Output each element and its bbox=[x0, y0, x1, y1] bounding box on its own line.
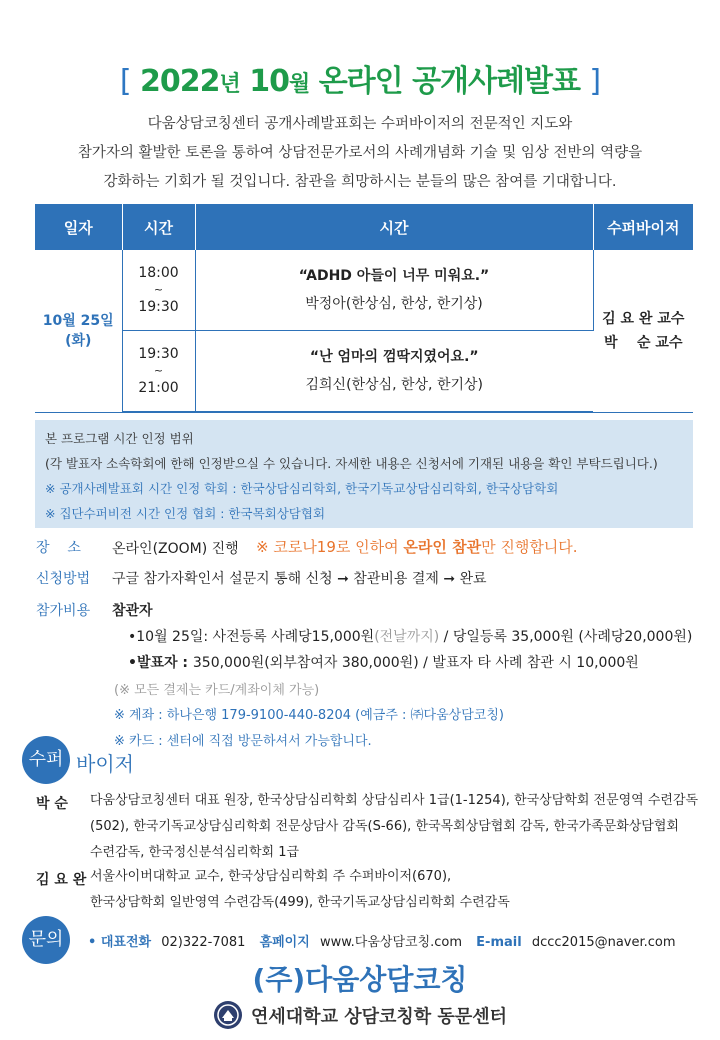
start-time: 19:30 bbox=[138, 345, 179, 362]
supervisor-cell bbox=[593, 250, 693, 412]
page-title bbox=[0, 56, 720, 100]
phone-label: • 대표전화 bbox=[88, 935, 152, 950]
supervisor-name: 박 순 교수 bbox=[604, 334, 683, 351]
note-line: ※ 공개사례발표회 시간 인정 학회 : 한국상담심리학회, 한국기독교상담심리학회, 한국상담학회 bbox=[45, 481, 559, 496]
university-seal-icon bbox=[213, 1000, 243, 1035]
fee-note: ※ 계좌 : 하나은행 179-9100-440-8204 (예금주 : ㈜다움상담코칭) bbox=[114, 708, 504, 723]
title-text: 온라인 공개사례발표 bbox=[309, 64, 580, 99]
bio-kim bbox=[90, 864, 710, 916]
session-presenter: 박정아(한상심, 한상, 한기상) bbox=[305, 295, 483, 312]
time-separator: ~ bbox=[153, 282, 164, 296]
note-line: (각 발표자 소속학회에 한해 인정받으실 수 있습니다. 자세한 내용은 신청서에 기재된 내용을 확인 부탁드립니다.) bbox=[45, 456, 658, 471]
col-header-supervisor: 수퍼바이저 bbox=[593, 204, 693, 250]
fee-text: / 당일등록 35,000원 (사례당20,000원) bbox=[439, 629, 693, 645]
fee-text: •10월 25일: 사전등록 사례당15,000원 bbox=[128, 629, 375, 645]
bio-park bbox=[90, 788, 710, 866]
session-cell bbox=[195, 330, 593, 412]
col-header-time: 시간 bbox=[122, 204, 195, 250]
time-separator: ~ bbox=[153, 363, 164, 377]
bio-line: 다움상담코칭센터 대표 원장, 한국상담심리학회 상담심리사 1급(1-1254), 한국상담학회 전문영역 수련감독 bbox=[90, 793, 699, 808]
apply-value: 구글 참가자확인서 설문지 통해 신청 ➞ 참관비용 결제 ➞ 완료 bbox=[112, 571, 487, 587]
weekday-line: (화) bbox=[65, 332, 92, 349]
fee-label: 참가비용 bbox=[36, 603, 91, 619]
title-bracket-open: [ bbox=[119, 64, 131, 99]
table-row bbox=[35, 250, 693, 330]
bio-line: (502), 한국기독교상담심리학회 전문상담사 감독(S-66), 한국목회상담협회 감독, 한국가족문화상담협회 bbox=[90, 819, 679, 834]
contact-circle: 문의 bbox=[22, 916, 70, 964]
fee-text-gray: (전날까지) bbox=[374, 629, 440, 645]
fee-text-bold: •발표자 : bbox=[128, 655, 193, 671]
date-cell bbox=[35, 250, 122, 412]
title-bracket-close: ] bbox=[589, 64, 601, 99]
place-notice-bold: 온라인 참관 bbox=[403, 538, 482, 556]
email-link[interactable]: dccc2015@naver.com bbox=[531, 935, 676, 950]
fee-line-2 bbox=[128, 652, 639, 672]
title-month-unit: 월 bbox=[288, 72, 310, 97]
fee-text: 350,000원(외부참여자 380,000원) / 발표자 타 사례 참관 시 10,000원 bbox=[192, 655, 639, 671]
time-cell bbox=[122, 250, 195, 330]
end-time: 21:00 bbox=[138, 379, 179, 396]
supervisor-section-circle: 수퍼 bbox=[22, 736, 70, 784]
note-line: ※ 집단수퍼비전 시간 인정 협회 : 한국목회상담협회 bbox=[45, 506, 326, 521]
intro-paragraph bbox=[20, 110, 700, 197]
intro-line: 강화하는 기회가 될 것입니다. 참관을 희망하시는 분들의 많은 참여를 기대합니다. bbox=[103, 174, 617, 190]
place-notice-text: ※ 코로나19로 인하여 bbox=[256, 538, 404, 556]
fee-heading: 참관자 bbox=[112, 603, 153, 619]
bio-name-park: 박 순 bbox=[36, 796, 68, 812]
company-name: (주)다움상담코칭 bbox=[252, 963, 468, 996]
col-header-session: 시간 bbox=[195, 204, 593, 250]
intro-line: 참가자의 활발한 토론을 통하여 상담전문가로서의 사례개념화 기술 및 임상 전반의 역량을 bbox=[77, 145, 643, 161]
place-notice bbox=[256, 536, 578, 557]
bio-name-kim: 김 요 완 bbox=[36, 872, 87, 888]
place-notice-text: 만 진행합니다. bbox=[481, 538, 578, 556]
bio-line: 서울사이버대학교 교수, 한국상담심리학회 주 수퍼바이저(670), bbox=[90, 869, 452, 884]
credit-notes-box bbox=[35, 420, 693, 528]
date-line: 10월 25일 bbox=[42, 312, 114, 329]
title-year: 2022 bbox=[140, 64, 220, 99]
email-label: E-mail bbox=[476, 935, 522, 950]
table-header-row bbox=[35, 204, 693, 250]
place-label: 장 소 bbox=[36, 540, 81, 556]
homepage-label: 홈페이지 bbox=[259, 935, 310, 950]
apply-label: 신청방법 bbox=[36, 571, 91, 587]
homepage-link[interactable]: www.다움상담코칭.com bbox=[319, 935, 463, 950]
bio-line: 한국상담학회 일반영역 수련감독(499), 한국기독교상담심리학회 수련감독 bbox=[90, 895, 510, 910]
phone-value[interactable]: 02)322-7081 bbox=[161, 935, 246, 950]
alumni-center bbox=[0, 1000, 720, 1035]
title-year-unit: 년 bbox=[219, 72, 240, 97]
contact-line bbox=[88, 931, 676, 950]
supervisor-name: 김 요 완 교수 bbox=[602, 310, 685, 327]
place-value: 온라인(ZOOM) 진행 bbox=[112, 541, 239, 557]
note-line: 본 프로그램 시간 인정 범위 bbox=[45, 431, 194, 446]
intro-line: 다움상담코칭센터 공개사례발표회는 수퍼바이저의 전문적인 지도와 bbox=[147, 116, 573, 132]
title-month: 10 bbox=[249, 64, 289, 99]
time-cell bbox=[122, 330, 195, 412]
fee-note: (※ 모든 결제는 카드/계좌이체 가능) bbox=[114, 683, 320, 698]
supervisor-section-title: 바이저 bbox=[76, 752, 134, 776]
session-presenter: 김희신(한상심, 한상, 한기상) bbox=[305, 376, 483, 393]
fee-line-1 bbox=[128, 626, 692, 646]
start-time: 18:00 bbox=[138, 264, 179, 281]
bio-line: 수련감독, 한국정신분석심리학회 1급 bbox=[90, 845, 300, 860]
alumni-center-text: 연세대학교 상담코칭학 동문센터 bbox=[251, 1006, 507, 1028]
session-title: “ADHD 아들이 너무 미워요.” bbox=[298, 267, 490, 284]
col-header-date: 일자 bbox=[35, 204, 122, 250]
session-cell bbox=[195, 250, 593, 330]
fee-note: ※ 카드 : 센터에 직접 방문하셔서 가능합니다. bbox=[114, 734, 372, 749]
session-title: “난 엄마의 껌딱지였어요.” bbox=[309, 348, 479, 365]
end-time: 19:30 bbox=[138, 298, 179, 315]
schedule-table bbox=[35, 204, 693, 413]
